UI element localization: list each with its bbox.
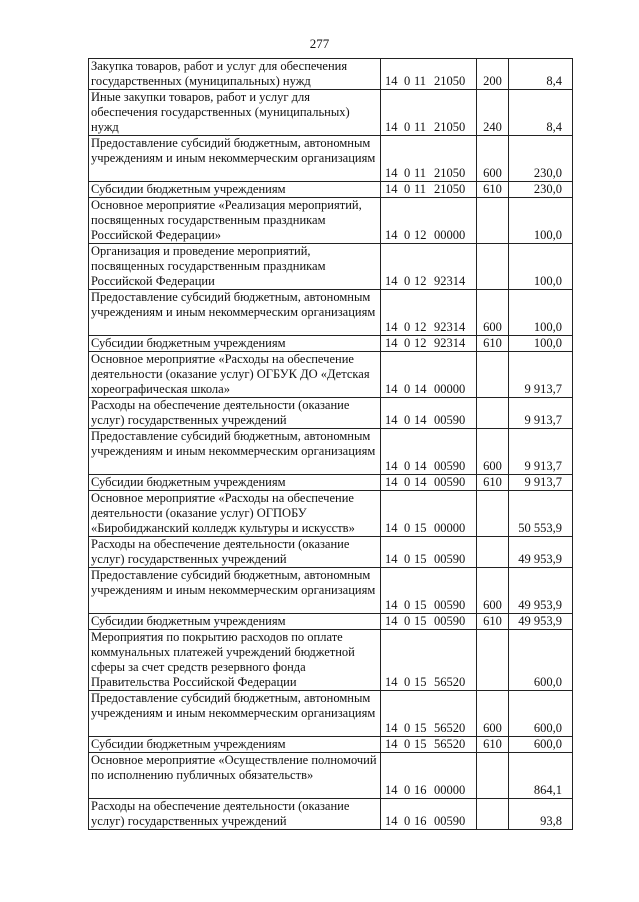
item-name: Предоставление субсидий бюджетным, автономным учреждениям и иным некоммерческим организациям <box>89 568 381 614</box>
amount: 100,0 <box>509 198 573 244</box>
item-name: Расходы на обеспечение деятельности (оказание услуг) государственных учреждений <box>89 398 381 429</box>
budget-code <box>381 737 477 753</box>
code-subprogram: 15 <box>414 614 427 628</box>
table-row <box>89 198 573 244</box>
code-direction: 00000 <box>434 521 466 535</box>
item-name: Основное мероприятие «Реализация мероприятий, посвященных государственным праздникам Российской Федерации» <box>89 198 381 244</box>
budget-code <box>381 244 477 290</box>
code-section: 14 <box>385 166 398 180</box>
code-section: 14 <box>385 228 398 242</box>
item-name: Субсидии бюджетным учреждениям <box>89 614 381 630</box>
table-row <box>89 537 573 568</box>
expense-type-code: 600 <box>477 290 509 336</box>
item-name: Мероприятия по покрытию расходов по оплате коммунальных платежей учреждений бюджетной сферы за счет средств резервного фонда Правительства Российской Федерации <box>89 630 381 691</box>
code-section: 14 <box>385 459 398 473</box>
code-section: 14 <box>385 320 398 334</box>
amount: 49 953,9 <box>509 614 573 630</box>
expense-type-code: 610 <box>477 737 509 753</box>
expense-type-code: 600 <box>477 136 509 182</box>
code-section: 14 <box>385 74 398 88</box>
amount: 9 913,7 <box>509 475 573 491</box>
code-subprogram: 14 <box>414 413 427 427</box>
code-program: 0 <box>404 598 411 612</box>
table-row <box>89 630 573 691</box>
expense-type-code: 610 <box>477 336 509 352</box>
expense-type-code <box>477 244 509 290</box>
budget-code <box>381 182 477 198</box>
budget-code <box>381 614 477 630</box>
code-subprogram: 12 <box>414 274 427 288</box>
amount: 9 913,7 <box>509 352 573 398</box>
expense-type-code <box>477 753 509 799</box>
item-name: Основное мероприятие «Расходы на обеспечение деятельности (оказание услуг) ОГБУК ДО «Детская хореографическая школа» <box>89 352 381 398</box>
code-subprogram: 12 <box>414 228 427 242</box>
budget-code <box>381 568 477 614</box>
code-section: 14 <box>385 120 398 134</box>
budget-code <box>381 475 477 491</box>
amount: 600,0 <box>509 630 573 691</box>
code-section: 14 <box>385 721 398 735</box>
code-section: 14 <box>385 675 398 689</box>
code-subprogram: 15 <box>414 737 427 751</box>
expense-type-code: 600 <box>477 568 509 614</box>
code-section: 14 <box>385 336 398 350</box>
expense-type-code <box>477 799 509 830</box>
code-subprogram: 16 <box>414 783 427 797</box>
code-subprogram: 11 <box>414 74 427 88</box>
amount: 50 553,9 <box>509 491 573 537</box>
budget-code <box>381 398 477 429</box>
budget-code <box>381 336 477 352</box>
budget-code <box>381 59 477 90</box>
code-program: 0 <box>404 413 411 427</box>
budget-table <box>88 58 573 830</box>
budget-code <box>381 753 477 799</box>
code-subprogram: 16 <box>414 814 427 828</box>
code-subprogram: 12 <box>414 320 427 334</box>
code-section: 14 <box>385 274 398 288</box>
code-section: 14 <box>385 598 398 612</box>
budget-code <box>381 429 477 475</box>
code-program: 0 <box>404 814 411 828</box>
code-section: 14 <box>385 182 398 196</box>
code-subprogram: 14 <box>414 459 427 473</box>
expense-type-code <box>477 491 509 537</box>
item-name: Основное мероприятие «Расходы на обеспечение деятельности (оказание услуг) ОГПОБУ «Биробиджанский колледж культуры и искусств» <box>89 491 381 537</box>
budget-code <box>381 630 477 691</box>
budget-code <box>381 136 477 182</box>
amount: 230,0 <box>509 136 573 182</box>
code-program: 0 <box>404 182 411 196</box>
amount: 230,0 <box>509 182 573 198</box>
expense-type-code: 610 <box>477 475 509 491</box>
code-subprogram: 11 <box>414 182 427 196</box>
budget-code <box>381 799 477 830</box>
code-section: 14 <box>385 737 398 751</box>
code-direction: 92314 <box>434 336 466 350</box>
item-name: Субсидии бюджетным учреждениям <box>89 182 381 198</box>
expense-type-code: 600 <box>477 691 509 737</box>
table-row <box>89 182 573 198</box>
code-direction: 56520 <box>434 721 466 735</box>
code-program: 0 <box>404 475 411 489</box>
expense-type-code <box>477 630 509 691</box>
code-direction: 00590 <box>434 413 466 427</box>
table-row <box>89 244 573 290</box>
expense-type-code <box>477 352 509 398</box>
amount: 600,0 <box>509 691 573 737</box>
expense-type-code <box>477 537 509 568</box>
table-row <box>89 799 573 830</box>
code-subprogram: 15 <box>414 521 427 535</box>
code-program: 0 <box>404 120 411 134</box>
item-name: Субсидии бюджетным учреждениям <box>89 336 381 352</box>
table-row <box>89 90 573 136</box>
code-program: 0 <box>404 552 411 566</box>
amount: 600,0 <box>509 737 573 753</box>
code-section: 14 <box>385 521 398 535</box>
code-program: 0 <box>404 614 411 628</box>
amount: 8,4 <box>509 59 573 90</box>
code-program: 0 <box>404 783 411 797</box>
code-direction: 00590 <box>434 475 466 489</box>
item-name: Предоставление субсидий бюджетным, автономным учреждениям и иным некоммерческим организациям <box>89 429 381 475</box>
code-section: 14 <box>385 382 398 396</box>
code-section: 14 <box>385 783 398 797</box>
table-row <box>89 475 573 491</box>
code-subprogram: 11 <box>414 166 427 180</box>
code-direction: 00590 <box>434 459 466 473</box>
budget-code <box>381 290 477 336</box>
code-subprogram: 15 <box>414 721 427 735</box>
item-name: Иные закупки товаров, работ и услуг для обеспечения государственных (муниципальных) нужд <box>89 90 381 136</box>
code-program: 0 <box>404 459 411 473</box>
item-name: Субсидии бюджетным учреждениям <box>89 737 381 753</box>
code-program: 0 <box>404 320 411 334</box>
code-program: 0 <box>404 166 411 180</box>
item-name: Организация и проведение мероприятий, посвященных государственным праздникам Российской Федерации <box>89 244 381 290</box>
budget-code <box>381 691 477 737</box>
code-direction: 00590 <box>434 814 466 828</box>
code-direction: 56520 <box>434 675 466 689</box>
code-subprogram: 11 <box>414 120 427 134</box>
expense-type-code <box>477 198 509 244</box>
code-section: 14 <box>385 552 398 566</box>
amount: 49 953,9 <box>509 568 573 614</box>
budget-table-body <box>89 59 573 830</box>
table-row <box>89 136 573 182</box>
table-row <box>89 352 573 398</box>
table-row <box>89 568 573 614</box>
expense-type-code <box>477 398 509 429</box>
table-row <box>89 398 573 429</box>
code-program: 0 <box>404 521 411 535</box>
code-direction: 21050 <box>434 166 466 180</box>
amount: 864,1 <box>509 753 573 799</box>
code-direction: 92314 <box>434 274 466 288</box>
code-program: 0 <box>404 274 411 288</box>
code-section: 14 <box>385 413 398 427</box>
code-direction: 00000 <box>434 228 466 242</box>
table-row <box>89 59 573 90</box>
budget-code <box>381 90 477 136</box>
expense-type-code: 610 <box>477 182 509 198</box>
item-name: Основное мероприятие «Осуществление полномочий по исполнению публичных обязательств» <box>89 753 381 799</box>
code-direction: 21050 <box>434 182 466 196</box>
code-program: 0 <box>404 74 411 88</box>
code-program: 0 <box>404 336 411 350</box>
budget-code <box>381 537 477 568</box>
item-name: Субсидии бюджетным учреждениям <box>89 475 381 491</box>
code-program: 0 <box>404 737 411 751</box>
budget-code <box>381 352 477 398</box>
code-program: 0 <box>404 721 411 735</box>
table-row <box>89 614 573 630</box>
amount: 100,0 <box>509 244 573 290</box>
code-section: 14 <box>385 814 398 828</box>
expense-type-code: 200 <box>477 59 509 90</box>
code-subprogram: 14 <box>414 382 427 396</box>
code-direction: 00000 <box>434 382 466 396</box>
code-direction: 56520 <box>434 737 466 751</box>
item-name: Расходы на обеспечение деятельности (оказание услуг) государственных учреждений <box>89 537 381 568</box>
table-row <box>89 290 573 336</box>
amount: 100,0 <box>509 290 573 336</box>
table-row <box>89 737 573 753</box>
code-direction: 00590 <box>434 598 466 612</box>
code-section: 14 <box>385 614 398 628</box>
code-program: 0 <box>404 675 411 689</box>
amount: 93,8 <box>509 799 573 830</box>
code-subprogram: 15 <box>414 675 427 689</box>
amount: 9 913,7 <box>509 398 573 429</box>
item-name: Расходы на обеспечение деятельности (оказание услуг) государственных учреждений <box>89 799 381 830</box>
item-name: Предоставление субсидий бюджетным, автономным учреждениям и иным некоммерческим организациям <box>89 691 381 737</box>
amount: 9 913,7 <box>509 429 573 475</box>
code-section: 14 <box>385 475 398 489</box>
code-subprogram: 15 <box>414 598 427 612</box>
code-program: 0 <box>404 382 411 396</box>
code-direction: 21050 <box>434 74 466 88</box>
expense-type-code: 610 <box>477 614 509 630</box>
table-row <box>89 336 573 352</box>
amount: 49 953,9 <box>509 537 573 568</box>
amount: 100,0 <box>509 336 573 352</box>
item-name: Предоставление субсидий бюджетным, автономным учреждениям и иным некоммерческим организациям <box>89 136 381 182</box>
expense-type-code: 240 <box>477 90 509 136</box>
budget-code <box>381 198 477 244</box>
table-row <box>89 491 573 537</box>
code-direction: 00000 <box>434 783 466 797</box>
page-number: 277 <box>309 36 330 51</box>
item-name: Закупка товаров, работ и услуг для обеспечения государственных (муниципальных) нужд <box>89 59 381 90</box>
code-subprogram: 14 <box>414 475 427 489</box>
code-subprogram: 15 <box>414 552 427 566</box>
code-direction: 92314 <box>434 320 466 334</box>
item-name: Предоставление субсидий бюджетным, автономным учреждениям и иным некоммерческим организациям <box>89 290 381 336</box>
table-row <box>89 429 573 475</box>
budget-code <box>381 491 477 537</box>
code-direction: 00590 <box>434 614 466 628</box>
code-subprogram: 12 <box>414 336 427 350</box>
table-row <box>89 691 573 737</box>
expense-type-code: 600 <box>477 429 509 475</box>
table-row <box>89 753 573 799</box>
code-direction: 21050 <box>434 120 466 134</box>
amount: 8,4 <box>509 90 573 136</box>
code-direction: 00590 <box>434 552 466 566</box>
code-program: 0 <box>404 228 411 242</box>
